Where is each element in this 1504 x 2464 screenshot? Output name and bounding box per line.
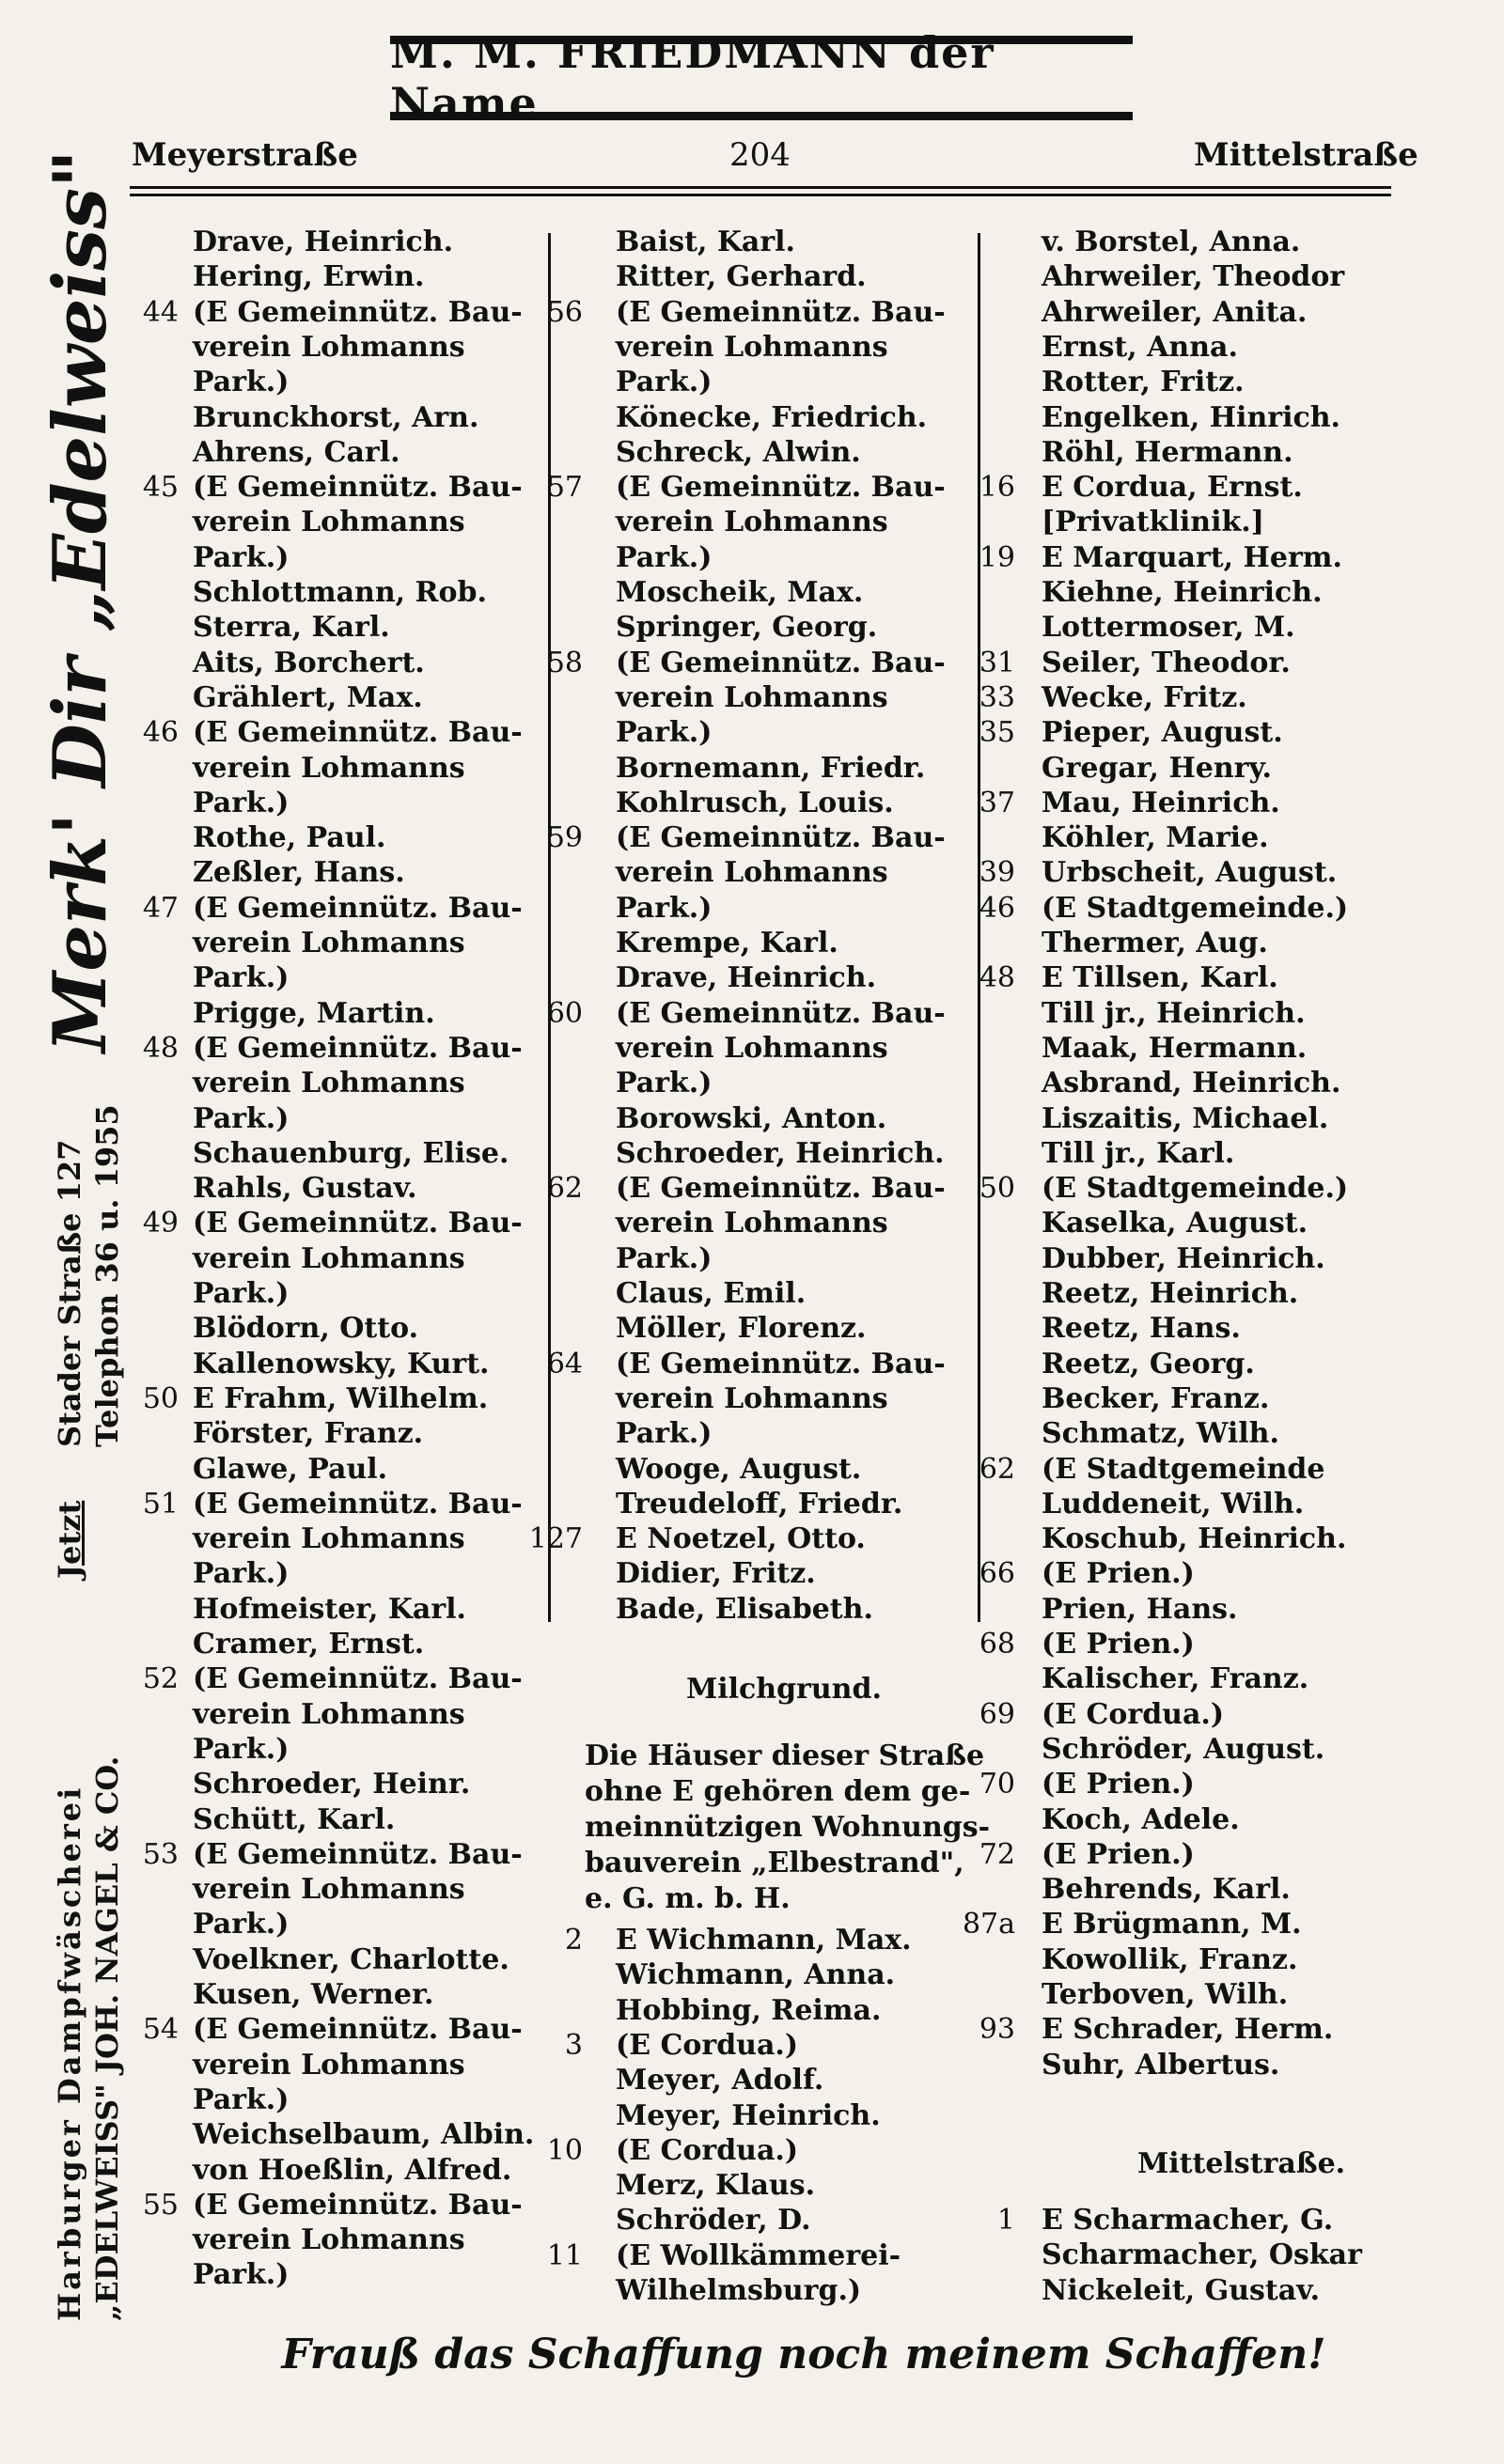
resident-entry: Ernst, Anna.: [1042, 330, 1238, 364]
resident-entry: Scharmacher, Oskar: [1042, 2238, 1362, 2272]
resident-entry: Kallenowsky, Kurt.: [193, 1347, 490, 1380]
resident-entry: verein Lohmanns: [193, 506, 465, 539]
resident-entry: Prien, Hans.: [1042, 1592, 1238, 1626]
resident-entry: verein Lohmanns: [616, 680, 888, 714]
resident-entry: Till jr., Heinrich.: [1042, 996, 1306, 1030]
resident-entry: (E Cordua.): [1042, 1697, 1225, 1731]
resident-entry: Weichselbaum, Albin.: [193, 2118, 535, 2152]
resident-entry: Sterra, Karl.: [193, 611, 390, 645]
resident-entry: Park.): [616, 891, 713, 925]
resident-entry: Brunckhorst, Arn.: [193, 400, 479, 434]
resident-entry: verein Lohmanns: [616, 1381, 888, 1415]
resident-entry: Reetz, Georg.: [1042, 1347, 1255, 1380]
resident-entry: Krempe, Karl.: [616, 927, 838, 959]
resident-entry: (E Stadtgemeinde.): [1042, 1172, 1349, 1206]
resident-entry: Park.): [193, 1277, 290, 1310]
resident-entry: Schreck, Alwin.: [616, 435, 861, 469]
column-divider-2: [978, 233, 980, 1622]
house-number: 50: [979, 1172, 1015, 1206]
resident-entry: Glawe, Paul.: [193, 1452, 388, 1486]
house-number: 48: [979, 961, 1015, 995]
house-number: 68: [979, 1628, 1015, 1661]
resident-entry: (E Gemeinnütz. Bau-: [193, 1487, 523, 1521]
house-number: 3: [564, 2028, 583, 2062]
banner-text: M. M. FRIEDMANN der Name: [390, 27, 995, 129]
resident-entry: verein Lohmanns: [193, 751, 465, 785]
mittelstrasse-title: Mittelstraße.: [1137, 2147, 1346, 2180]
resident-entry: (E Gemeinnütz. Bau-: [193, 295, 523, 329]
house-number: 45: [142, 471, 179, 505]
resident-entry: (E Gemeinnütz. Bau-: [616, 1347, 946, 1380]
resident-entry: Köhler, Marie.: [1042, 821, 1269, 855]
resident-entry: Reetz, Heinrich.: [1042, 1277, 1299, 1310]
resident-entry: Terboven, Wilh.: [1042, 1978, 1289, 2011]
resident-entry: verein Lohmanns: [193, 1697, 465, 1731]
resident-entry: Baist, Karl.: [616, 226, 795, 258]
resident-entry: Hofmeister, Karl.: [193, 1592, 466, 1626]
house-number: 46: [142, 716, 179, 750]
resident-entry: Urbscheit, August.: [1042, 856, 1338, 890]
house-number: 54: [142, 2013, 179, 2047]
resident-entry: Hering, Erwin.: [193, 260, 425, 294]
resident-entry: E Brügmann, M.: [1042, 1908, 1302, 1942]
resident-entry: E Schrader, Herm.: [1042, 2013, 1334, 2047]
resident-entry: verein Lohmanns: [193, 2048, 465, 2082]
resident-entry: (E Gemeinnütz. Bau-: [193, 1031, 523, 1065]
resident-entry: Rotter, Fritz.: [1042, 366, 1245, 399]
house-number: 16: [979, 471, 1015, 505]
house-number: 35: [979, 716, 1015, 750]
resident-entry: Könecke, Friedrich.: [616, 400, 928, 434]
resident-entry: Drave, Heinrich.: [616, 961, 877, 995]
resident-entry: Voelkner, Charlotte.: [193, 1942, 509, 1976]
resident-entry: Ahrweiler, Theodor: [1042, 260, 1345, 294]
resident-entry: von Hoeßlin, Alfred.: [193, 2153, 512, 2187]
house-number: 53: [142, 1837, 179, 1871]
milchgrund-note: [585, 1739, 990, 1917]
resident-entry: Wichmann, Anna.: [616, 1958, 896, 1992]
resident-entry: Kalischer, Franz.: [1042, 1662, 1309, 1696]
resident-entry: Nickeleit, Gustav.: [1042, 2273, 1321, 2307]
footer-slogan: Frauß das Schaffung noch meinem Schaffen!: [281, 2331, 1326, 2378]
resident-entry: Wecke, Fritz.: [1042, 680, 1247, 714]
resident-entry: Cramer, Ernst.: [193, 1628, 425, 1661]
resident-entry: Park.): [616, 716, 713, 750]
resident-entry: E Cordua, Ernst.: [1042, 471, 1303, 505]
resident-entry: Blödorn, Otto.: [193, 1312, 419, 1346]
resident-entry: Luddeneit, Wilh.: [1042, 1487, 1305, 1521]
resident-entry: Schröder, August.: [1042, 1732, 1325, 1766]
resident-entry: Mau, Heinrich.: [1042, 786, 1280, 819]
resident-entry: (E Stadtgemeinde: [1042, 1452, 1325, 1486]
resident-entry: Dubber, Heinrich.: [1042, 1241, 1325, 1275]
side-jetzt: Jetzt: [52, 1500, 87, 1579]
resident-entry: (E Prien.): [1042, 1557, 1195, 1591]
resident-entry: (E Gemeinnütz. Bau-: [193, 1837, 523, 1871]
resident-entry: Schroeder, Heinr.: [193, 1768, 471, 1801]
resident-entry: Park.): [193, 1557, 290, 1591]
resident-entry: Schlottmann, Rob.: [193, 576, 487, 609]
resident-entry: Claus, Emil.: [616, 1277, 807, 1310]
resident-entry: E Scharmacher, G.: [1042, 2204, 1334, 2237]
page-number: 204: [729, 136, 791, 174]
resident-entry: Moscheik, Max.: [616, 576, 864, 609]
resident-entry: Asbrand, Heinrich.: [1042, 1067, 1341, 1100]
house-number: 66: [979, 1557, 1015, 1591]
resident-entry: Thermer, Aug.: [1042, 927, 1268, 959]
house-number: 127: [528, 1522, 583, 1556]
banner: [390, 27, 1133, 129]
resident-entry: Park.): [616, 540, 713, 574]
resident-entry: Park.): [616, 1241, 713, 1275]
house-number: 10: [546, 2133, 583, 2167]
house-number: 59: [546, 821, 583, 855]
house-number: 93: [979, 2013, 1015, 2047]
resident-entry: E Frahm, Wilhelm.: [193, 1381, 489, 1415]
resident-entry: Liszaitis, Michael.: [1042, 1101, 1329, 1135]
house-number: 87a: [962, 1908, 1015, 1942]
resident-entry: Schauenburg, Elise.: [193, 1136, 509, 1170]
resident-entry: Koch, Adele.: [1042, 1802, 1240, 1836]
resident-entry: Treudeloff, Friedr.: [616, 1487, 903, 1521]
resident-entry: verein Lohmanns: [193, 927, 465, 959]
resident-entry: Springer, Georg.: [616, 611, 878, 645]
resident-entry: Merz, Klaus.: [616, 2169, 816, 2203]
resident-entry: verein Lohmanns: [616, 1207, 888, 1240]
resident-entry: Drave, Heinrich.: [193, 226, 454, 258]
resident-entry: Röhl, Hermann.: [1042, 435, 1293, 469]
resident-entry: Park.): [193, 1101, 290, 1135]
resident-entry: verein Lohmanns: [193, 1241, 465, 1275]
house-number: 39: [979, 856, 1015, 890]
resident-entry: (E Gemeinnütz. Bau-: [193, 2188, 523, 2222]
house-number: 31: [979, 646, 1015, 679]
side-address: Stader Straße 127: [52, 1139, 87, 1447]
resident-entry: [Privatklinik.]: [1042, 506, 1264, 539]
resident-entry: Möller, Florenz.: [616, 1312, 867, 1346]
house-number: 56: [546, 295, 583, 329]
resident-entry: Kusen, Werner.: [193, 1978, 434, 2011]
resident-entry: Till jr., Karl.: [1042, 1136, 1235, 1170]
resident-entry: verein Lohmanns: [616, 1031, 888, 1065]
milchgrund-title: Milchgrund.: [686, 1673, 882, 1706]
milchgrund-note-line: meinnützigen Wohnungs-: [585, 1811, 991, 1844]
resident-entry: v. Borstel, Anna.: [1042, 226, 1301, 258]
resident-entry: Park.): [193, 961, 290, 995]
resident-entry: (E Stadtgemeinde.): [1042, 891, 1349, 925]
resident-entry: (E Cordua.): [616, 2133, 799, 2167]
resident-entry: Rothe, Paul.: [193, 821, 386, 855]
house-number: 49: [142, 1207, 179, 1240]
house-number: 37: [979, 786, 1015, 819]
resident-entry: verein Lohmanns: [193, 1873, 465, 1907]
house-number: 2: [564, 1924, 583, 1957]
left-street-header: Meyerstraße: [132, 136, 358, 174]
resident-entry: Zeßler, Hans.: [193, 856, 405, 890]
resident-entry: (E Gemeinnütz. Bau-: [616, 646, 946, 679]
resident-entry: (E Cordua.): [616, 2028, 799, 2062]
resident-entry: Borowski, Anton.: [616, 1101, 887, 1135]
house-number: 51: [142, 1487, 179, 1521]
resident-entry: E Marquart, Herm.: [1042, 540, 1342, 574]
resident-entry: Ahrweiler, Anita.: [1042, 295, 1308, 329]
resident-entry: (E Prien.): [1042, 1837, 1195, 1871]
house-number: 52: [142, 1662, 179, 1696]
resident-entry: Kiehne, Heinrich.: [1042, 576, 1323, 609]
house-number: 33: [979, 680, 1015, 714]
side-company-1: Harburger Dampfwäscherei: [52, 1785, 87, 2321]
resident-entry: Aits, Borchert.: [193, 646, 425, 679]
resident-entry: verein Lohmanns: [193, 2223, 465, 2257]
resident-entry: (E Gemeinnütz. Bau-: [193, 471, 523, 505]
resident-entry: E Noetzel, Otto.: [616, 1522, 866, 1556]
resident-entry: Gregar, Henry.: [1042, 751, 1272, 785]
side-phone: Telephon 36 u. 1955: [89, 1104, 125, 1447]
resident-entry: Becker, Franz.: [1042, 1381, 1270, 1415]
resident-entry: Prigge, Martin.: [193, 996, 435, 1030]
milchgrund-note-line: Die Häuser dieser Straße: [585, 1739, 985, 1772]
resident-entry: verein Lohmanns: [616, 330, 888, 364]
resident-entry: (E Gemeinnütz. Bau-: [193, 716, 523, 750]
resident-entry: Wilhelmsburg.): [616, 2274, 862, 2307]
resident-entry: Schmatz, Wilh.: [1042, 1417, 1279, 1451]
resident-entry: verein Lohmanns: [616, 856, 888, 890]
house-number: 47: [142, 891, 179, 925]
resident-entry: (E Gemeinnütz. Bau-: [193, 891, 523, 925]
resident-entry: Rahls, Gustav.: [193, 1172, 417, 1206]
resident-entry: Maak, Hermann.: [1042, 1031, 1308, 1065]
resident-entry: (E Gemeinnütz. Bau-: [616, 996, 946, 1030]
resident-entry: (E Gemeinnütz. Bau-: [616, 471, 946, 505]
side-motto: Merk' Dir „Edelweiss": [38, 149, 123, 1053]
column-divider-1: [548, 233, 551, 1622]
resident-entry: Ahrens, Carl.: [193, 435, 400, 469]
resident-entry: Lottermoser, M.: [1042, 611, 1295, 645]
resident-entry: Meyer, Adolf.: [616, 2064, 824, 2098]
resident-entry: Park.): [193, 2082, 290, 2116]
house-number: 64: [546, 1347, 583, 1380]
resident-entry: (E Gemeinnütz. Bau-: [193, 1662, 523, 1696]
resident-entry: Wooge, August.: [616, 1452, 862, 1486]
resident-entry: (E Gemeinnütz. Bau-: [193, 2013, 523, 2047]
milchgrund-note-line: bauverein „Elbestrand",: [585, 1847, 964, 1879]
resident-entry: Reetz, Hans.: [1042, 1312, 1241, 1346]
milchgrund-note-line: e. G. m. b. H.: [585, 1882, 791, 1915]
house-number: 55: [142, 2188, 179, 2222]
resident-entry: verein Lohmanns: [193, 1522, 465, 1556]
resident-entry: Schröder, D.: [616, 2204, 811, 2238]
house-number: 48: [142, 1031, 179, 1065]
house-number: 58: [546, 646, 583, 679]
house-number: 11: [546, 2238, 583, 2272]
resident-entry: verein Lohmanns: [193, 1067, 465, 1100]
house-number: 62: [546, 1172, 583, 1206]
header-rule-top: [130, 186, 1391, 189]
house-number: 46: [979, 891, 1015, 925]
resident-entry: Park.): [193, 786, 290, 819]
resident-entry: Park.): [193, 1732, 290, 1766]
resident-entry: E Tillsen, Karl.: [1042, 961, 1278, 995]
resident-entry: Ritter, Gerhard.: [616, 260, 867, 294]
resident-entry: (E Gemeinnütz. Bau-: [616, 1172, 946, 1206]
resident-entry: (E Gemeinnütz. Bau-: [616, 295, 946, 329]
resident-entry: Bade, Elisabeth.: [616, 1592, 873, 1626]
resident-entry: Schütt, Karl.: [193, 1802, 396, 1836]
resident-entry: Engelken, Hinrich.: [1042, 400, 1340, 434]
resident-entry: Förster, Franz.: [193, 1417, 424, 1451]
resident-entry: Seiler, Theodor.: [1042, 646, 1291, 679]
resident-entry: verein Lohmanns: [616, 506, 888, 539]
resident-entry: (E Prien.): [1042, 1628, 1195, 1661]
side-company-2: „EDELWEISS" JOH. NAGEL & CO.: [89, 1755, 125, 2321]
right-street-header: Mittelstraße: [1194, 136, 1418, 174]
resident-entry: Meyer, Heinrich.: [616, 2098, 881, 2132]
house-number: 44: [142, 295, 179, 329]
house-number: 57: [546, 471, 583, 505]
resident-entry: Park.): [616, 1067, 713, 1100]
milchgrund-note-line: ohne E gehören dem ge-: [585, 1775, 971, 1808]
resident-entry: Schroeder, Heinrich.: [616, 1136, 945, 1170]
house-number: 1: [996, 2204, 1015, 2237]
resident-entry: Park.): [193, 1908, 290, 1942]
house-number: 60: [546, 996, 583, 1030]
resident-entry: Kohlrusch, Louis.: [616, 786, 894, 819]
resident-entry: (E Prien.): [1042, 1768, 1195, 1801]
resident-entry: Park.): [193, 366, 290, 399]
resident-entry: Suhr, Albertus.: [1042, 2048, 1280, 2082]
resident-entry: E Wichmann, Max.: [616, 1924, 912, 1957]
resident-entry: Bornemann, Friedr.: [616, 751, 926, 785]
resident-entry: Park.): [193, 540, 290, 574]
house-number: 62: [979, 1452, 1015, 1486]
resident-entry: Hobbing, Reima.: [616, 1993, 882, 2027]
resident-entry: Pieper, August.: [1042, 716, 1283, 750]
house-number: 69: [979, 1697, 1015, 1731]
house-number: 70: [979, 1768, 1015, 1801]
resident-entry: Didier, Fritz.: [616, 1557, 816, 1591]
resident-entry: verein Lohmanns: [193, 330, 465, 364]
house-number: 50: [142, 1381, 179, 1415]
house-number: 19: [979, 540, 1015, 574]
resident-entry: (E Gemeinnütz. Bau-: [616, 821, 946, 855]
resident-entry: Kaselka, August.: [1042, 1207, 1308, 1240]
resident-entry: (E Gemeinnütz. Bau-: [193, 1207, 523, 1240]
resident-entry: Behrends, Karl.: [1042, 1873, 1291, 1907]
resident-entry: Park.): [616, 1417, 713, 1451]
resident-entry: (E Wollkämmerei-: [616, 2238, 901, 2272]
house-number: 72: [979, 1837, 1015, 1871]
resident-entry: Grählert, Max.: [193, 680, 423, 714]
header-rule-bottom: [130, 194, 1391, 196]
resident-entry: Park.): [616, 366, 713, 399]
resident-entry: Park.): [193, 2258, 290, 2292]
resident-entry: Koschub, Heinrich.: [1042, 1522, 1347, 1556]
resident-entry: Kowollik, Franz.: [1042, 1942, 1298, 1976]
